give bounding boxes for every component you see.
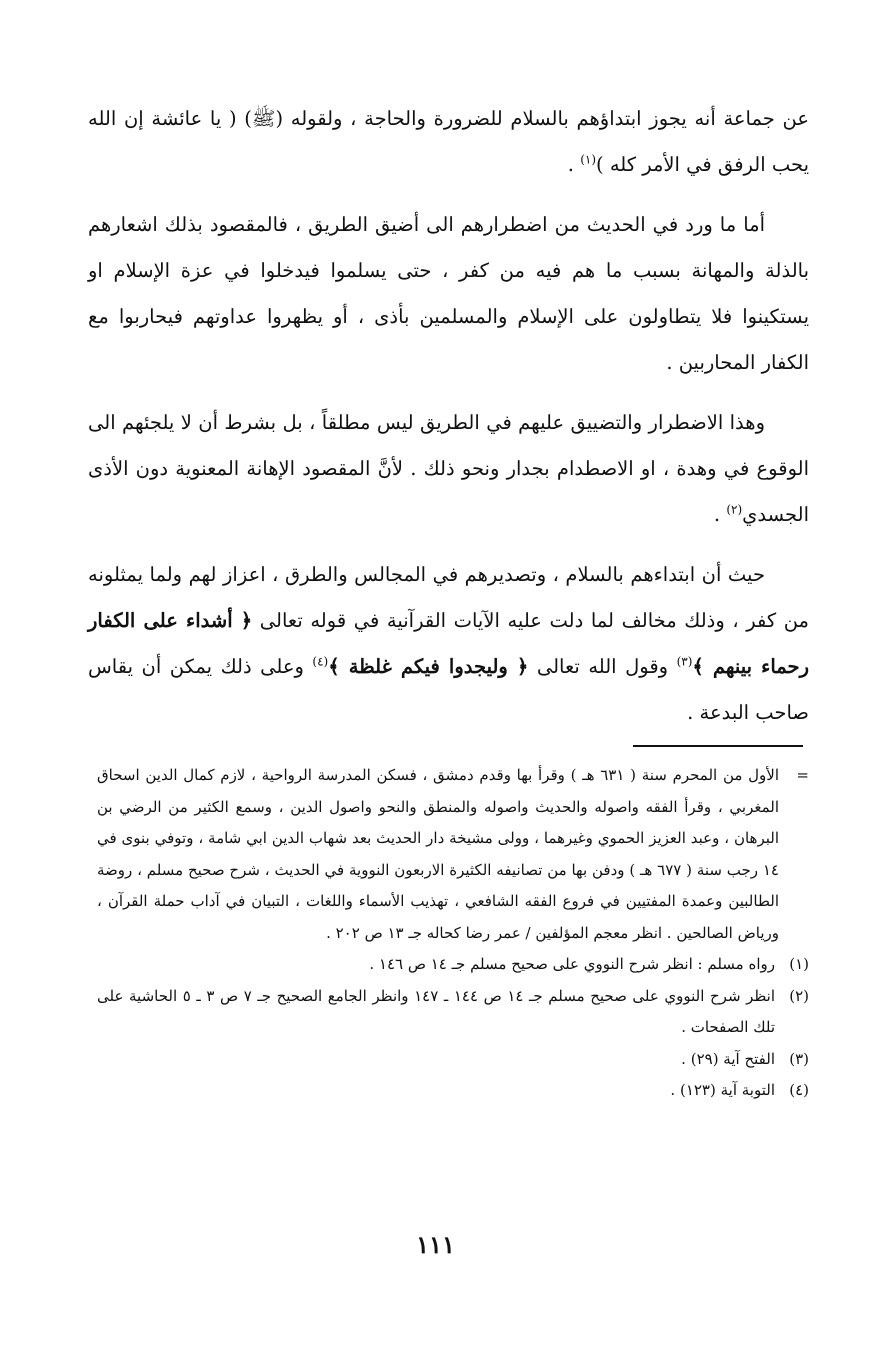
footnote-text: الفتح آية (٢٩) . bbox=[681, 1049, 775, 1068]
footnote-continued bbox=[97, 760, 809, 949]
page-number: ١١١ bbox=[416, 1230, 455, 1259]
paragraph-2 bbox=[88, 202, 809, 386]
footnote-text: انظر شرح النووي على صحيح مسلم جـ ١٤ ص ١٤٤ ـ ١٤٧ وانظر الجامع الصحيح جـ ٧ ص ٣ ـ ٥ الحاشية على تلك الصفحات . bbox=[97, 986, 776, 1036]
paragraph-4-part-2: وقول الله تعالى bbox=[528, 655, 677, 678]
footnote-1 bbox=[97, 949, 809, 981]
main-text bbox=[88, 96, 809, 736]
footnote-ref-1: (١) bbox=[580, 152, 597, 167]
footnote-number: (٤) bbox=[789, 1081, 809, 1099]
footnote-2 bbox=[97, 981, 809, 1044]
footnote-ref-2: (٢) bbox=[726, 502, 743, 517]
footnote-text: رواه مسلم : انظر شرح النووي على صحيح مسلم جـ ١٤ ص ١٤٦ . bbox=[369, 955, 775, 973]
paragraph-2-text: أما ما ورد في الحديث من اضطرارهم الى أضيق الطريق ، فالمقصود بذلك اشعارهم بالذلة والمهانة بسبب ما هم فيه من كفر ، حتى يسلموا فيدخلوا في عزة الإسلام او يستكينوا فلا يتطاولون على الإسلام والمسلمين بأذى ، أو يظهروا عداوتهم فيحاربوا مع الكفار المحاربين . bbox=[88, 213, 809, 374]
paragraph-1-end: . bbox=[567, 153, 581, 176]
paragraph-1 bbox=[88, 96, 809, 188]
continuation-mark: = bbox=[796, 766, 809, 784]
quran-quote-1: ﴿ أشداء على الكفار رحماء بينهم ﴾ bbox=[88, 609, 810, 678]
footnote-number: (١) bbox=[789, 955, 809, 973]
footnote-number: (٣) bbox=[789, 1049, 809, 1068]
footnote-text: التوبة آية (١٢٣) . bbox=[670, 1081, 775, 1099]
footnote-4 bbox=[97, 1075, 809, 1107]
quran-quote-2: ﴿ وليجدوا فيكم غلظة ﴾ bbox=[328, 655, 529, 678]
paragraph-4-part-3: وعلى ذلك يمكن أن يقاس صاحب البدعة . bbox=[88, 655, 809, 724]
footnote-ref-3: (٣) bbox=[676, 654, 693, 669]
paragraph-3-text: وهذا الاضطرار والتضييق عليهم في الطريق ليس مطلقاً ، بل بشرط أن لا يلجئهم الى الوقوع في وهدة ، او الاصطدام بجدار ونحو ذلك . لأنَّ المقصود الإهانة المعنوية دون الأذى الجسدي bbox=[88, 411, 809, 526]
footnote-continued-text: الأول من المحرم سنة ( ٦٣١ هـ ) وقرأ بها وقدم دمشق ، فسكن المدرسة الرواحية ، لازم كمال الدين اسحاق المغربي ، وقرأ الفقه واصوله والحديث واصوله والمنطق والنحو واصول الدين ، وسمع الكثير من الرضي بن البرهان ، وعبد العزيز الحموي وغيرهما ، وولى مشيخة دار الحديث بعد شهاب الدين ابي شامة ، وتوفي بنوى في ١٤ رجب سنة ( ٦٧٧ هـ ) ودفن بها من تصانيفه الكثيرة الاربعون النووية في الحديث ، شرح صحيح مسلم ، روضة الطالبين وعمدة المفتيين في فروع الفقه الشافعي ، تهذيب الأسماء واللغات ، التبيان في آداب حملة القرآن ، ورياض الصالحين . انظر معجم المؤلفين / عمر رضا كحاله جـ ١٣ ص ٢٠٢ . bbox=[97, 766, 779, 942]
footnote-ref-4: (٤) bbox=[312, 654, 329, 669]
footnotes bbox=[97, 760, 809, 1107]
paragraph-3-end: . bbox=[713, 503, 727, 526]
footnote-3 bbox=[97, 1044, 809, 1076]
paragraph-4-part-1: حيث أن ابتداءهم بالسلام ، وتصديرهم في المجالس والطرق ، اعزاز لهم ولما يمثلونه من كفر ، وذلك مخالف لما دلت عليه الآيات القرآنية في قوله تعالى bbox=[88, 563, 809, 632]
paragraph-3 bbox=[88, 400, 809, 538]
footnote-number: (٢) bbox=[789, 986, 809, 1005]
paragraph-4 bbox=[88, 552, 809, 736]
footnote-separator bbox=[633, 745, 803, 747]
paragraph-1-text: عن جماعة أنه يجوز ابتداؤهم بالسلام للضرورة والحاجة ، ولقوله (ﷺ) ( يا عائشة إن الله يحب الرفق في الأمر كله ) bbox=[88, 107, 809, 176]
